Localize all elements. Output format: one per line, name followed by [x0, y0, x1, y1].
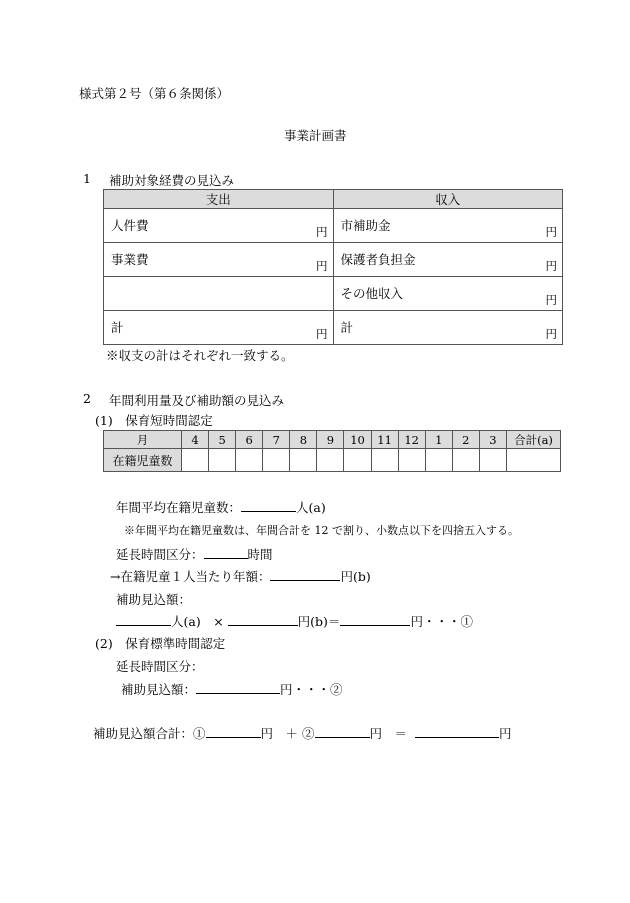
month-cell: 2 — [452, 431, 479, 449]
income-label: 市補助金 — [340, 218, 391, 233]
extension-label: 延長時間区分： — [116, 547, 204, 562]
yen-unit: 円 — [545, 327, 557, 341]
enrollment-cell — [263, 449, 290, 472]
extension-blank — [204, 546, 248, 559]
total-unit-3: 円 — [499, 726, 512, 741]
total-blank-3 — [415, 725, 499, 738]
table-row — [104, 311, 563, 345]
calc-a-unit: 人(a) × — [171, 614, 224, 629]
section2-number: 2 — [83, 391, 91, 406]
annual-amount-line — [110, 567, 371, 585]
enrollment-cell — [209, 449, 236, 472]
total-blank-2 — [315, 725, 370, 738]
calc-blank-result — [340, 613, 410, 626]
subsidy-result-2: 円・・・② — [280, 682, 343, 697]
month-header: 月 — [104, 431, 182, 449]
total-label: 補助見込額合計： — [93, 726, 194, 741]
month-cell: 5 — [209, 431, 236, 449]
month-cell: 9 — [317, 431, 344, 449]
enrollment-cell — [425, 449, 452, 472]
calc-result-unit: 円・・・① — [410, 614, 473, 629]
yen-unit: 円 — [545, 293, 557, 307]
expense-header: 支出 — [104, 190, 334, 209]
calc-blank-a — [116, 613, 171, 626]
enrollment-table — [103, 430, 561, 472]
month-cell: 10 — [344, 431, 371, 449]
average-enrollment-line — [116, 498, 326, 516]
enrollment-cell — [236, 449, 263, 472]
total-mark-1: ① — [193, 726, 206, 741]
enrollment-cell — [290, 449, 317, 472]
average-enrollment-unit: 人(a) — [296, 500, 326, 515]
yen-unit: 円 — [545, 225, 557, 239]
annual-amount-unit: 円(b) — [340, 569, 371, 584]
month-cell: 6 — [236, 431, 263, 449]
enrollment-total-cell — [507, 449, 561, 472]
month-cell: 1 — [425, 431, 452, 449]
income-total-label: 計 — [340, 320, 354, 335]
calc-blank-b — [228, 613, 298, 626]
sub2-heading: (2) 保育標準時間認定 — [95, 636, 226, 651]
total-header: 合計(a) — [507, 431, 561, 449]
subsidy-label-1: 補助見込額： — [116, 592, 192, 607]
expense-total-label: 計 — [111, 320, 124, 335]
yen-unit: 円 — [316, 259, 328, 273]
total-mark-2: ② — [302, 726, 315, 741]
calc-b-unit: 円(b)＝ — [297, 614, 341, 629]
subsidy-total-line — [93, 724, 512, 742]
table-row — [104, 449, 561, 472]
total-blank-1 — [206, 725, 261, 738]
enrollment-cell — [182, 449, 209, 472]
month-cell: 8 — [290, 431, 317, 449]
subsidy-calculation — [116, 612, 473, 630]
total-unit-1: 円 ＋ — [260, 726, 299, 741]
income-label: その他収入 — [340, 286, 404, 301]
section1-number: 1 — [83, 171, 91, 186]
average-enrollment-label: 年間平均在籍児童数： — [116, 500, 242, 515]
yen-unit: 円 — [545, 259, 557, 273]
annual-amount-blank — [270, 568, 340, 581]
month-cell: 7 — [263, 431, 290, 449]
section1-note: ※収支の計はそれぞれ一致する。 — [106, 348, 294, 363]
table-row — [104, 243, 563, 277]
enrollment-cell — [344, 449, 371, 472]
enrollment-cell — [479, 449, 506, 472]
extension-unit: 時間 — [247, 547, 273, 562]
month-cell: 3 — [479, 431, 506, 449]
average-enrollment-note: ※年間平均在籍児童数は、年間合計を 12 で割り、小数点以下を四捨五入する。 — [124, 524, 519, 537]
enrollment-cell — [371, 449, 398, 472]
month-cell: 12 — [398, 431, 425, 449]
subsidy-line-2 — [121, 680, 343, 698]
budget-table — [103, 189, 563, 345]
section1-heading: 補助対象経費の見込み — [109, 173, 235, 188]
month-cell: 4 — [182, 431, 209, 449]
yen-unit: 円 — [316, 327, 328, 341]
subsidy-blank-2 — [196, 681, 280, 694]
expense-label: 人件費 — [111, 218, 149, 233]
enrollment-cell — [317, 449, 344, 472]
enrollment-cell — [398, 449, 425, 472]
income-header: 収入 — [333, 190, 563, 209]
month-cell: 11 — [371, 431, 398, 449]
total-unit-2: 円 ＝ — [369, 726, 408, 741]
extension-line-1 — [116, 545, 273, 563]
yen-unit: 円 — [316, 225, 328, 239]
enrolled-children-label: 在籍児童数 — [104, 449, 182, 472]
average-enrollment-blank — [241, 499, 296, 512]
extension-label-2: 延長時間区分： — [116, 659, 204, 674]
sub1-heading: (1) 保育短時間認定 — [95, 413, 213, 428]
expense-label: 事業費 — [111, 252, 149, 267]
income-label: 保護者負担金 — [340, 252, 416, 267]
section2-heading: 年間利用量及び補助額の見込み — [109, 393, 285, 408]
table-row — [104, 209, 563, 243]
annual-amount-label: →在籍児童１人当たり年額： — [110, 569, 271, 584]
page-title: 事業計画書 — [284, 128, 347, 143]
enrollment-cell — [452, 449, 479, 472]
table-row — [104, 277, 563, 311]
form-number: 様式第２号（第６条関係） — [79, 86, 230, 101]
subsidy-label-2: 補助見込額： — [121, 682, 197, 697]
